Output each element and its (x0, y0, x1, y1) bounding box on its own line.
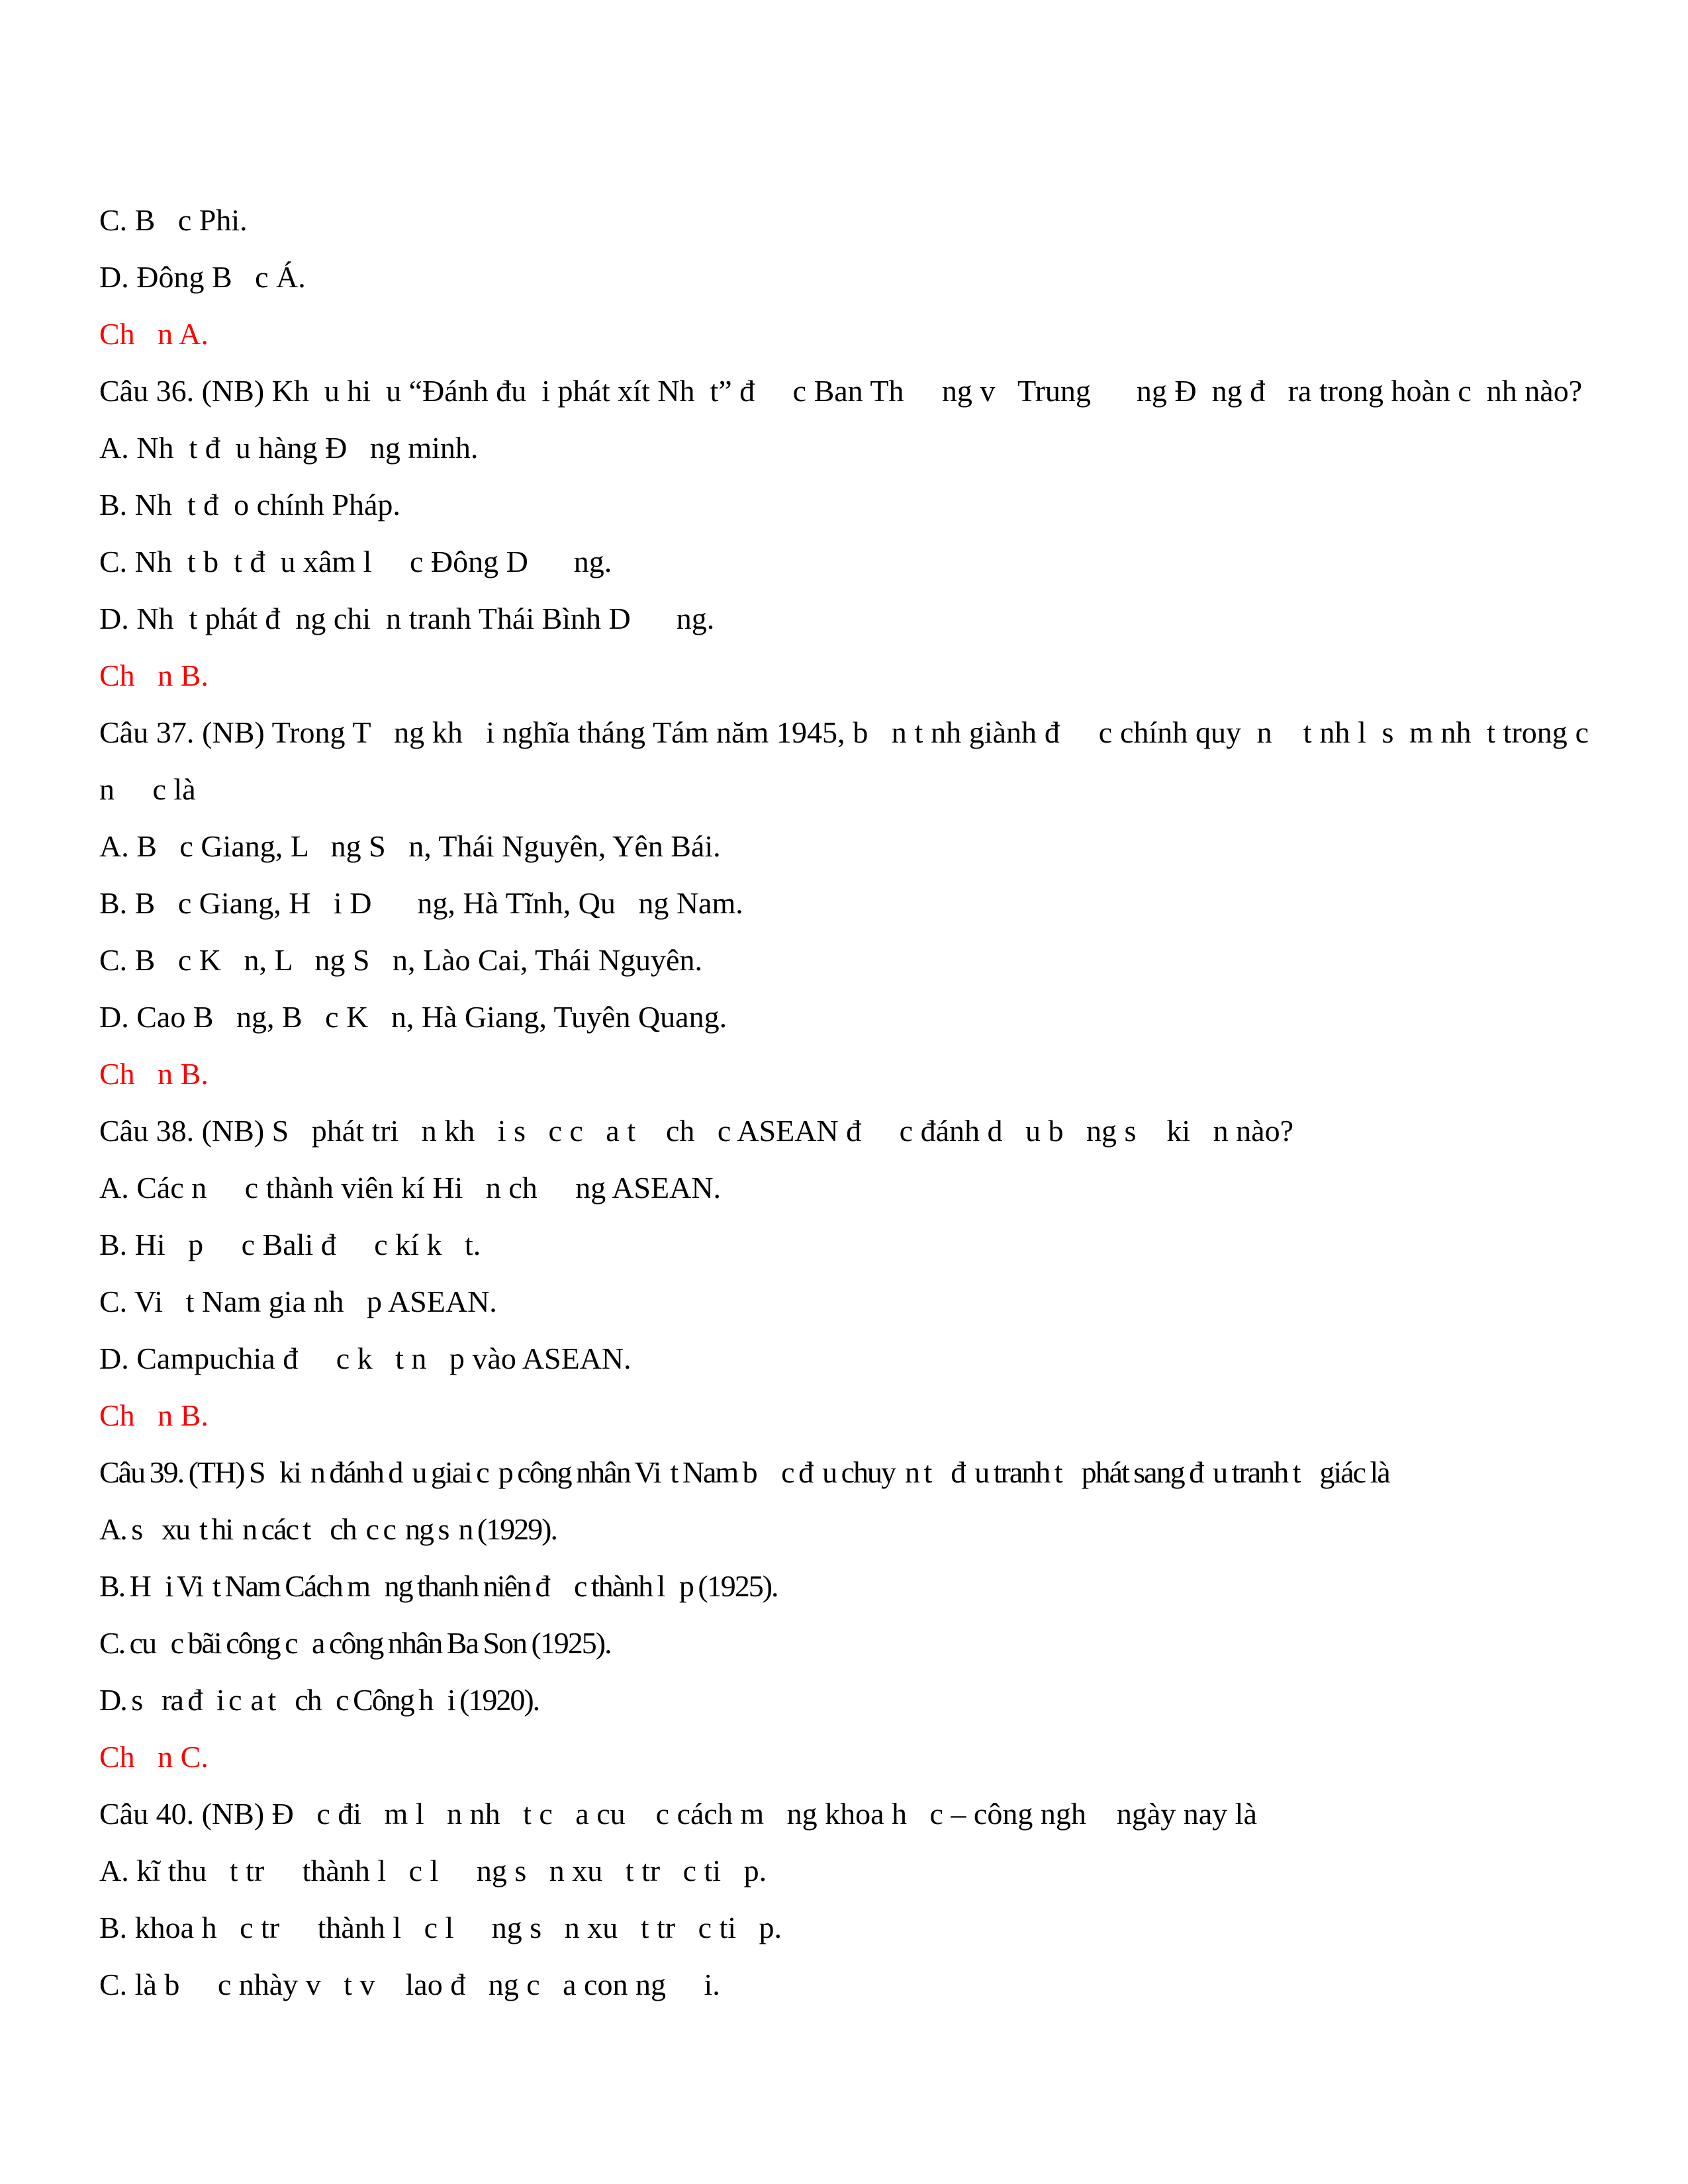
option-a: A. B c Giang, L ng S n, Thái Nguyên, Yên Bái. (99, 829, 721, 863)
question-block-36 (99, 363, 1589, 704)
option-c: C. Nh t b t đ u xâm l c Đông D ng. (99, 545, 612, 578)
question-text: Câu 39. (TH) S ki n đánh d u giai c p công nhân Vi t Nam b c đ u chuy n t đ u tranh t phát sang đ u tranh t giác là (99, 1455, 1389, 1489)
question-block-35 (99, 192, 1589, 363)
option-d: D. Nh t phát đ ng chi n tranh Thái Bình D ng. (99, 602, 715, 635)
option-b: B. B c Giang, H i D ng, Hà Tĩnh, Qu ng Nam. (99, 886, 743, 920)
option-b: B. Nh t đ o chính Pháp. (99, 488, 400, 522)
option-c: C. cu c bãi công c a công nhân Ba Son (1925). (99, 1626, 611, 1660)
option-b: B. Hi p c Bali đ c kí k t. (99, 1228, 481, 1261)
question-block-37 (99, 704, 1612, 1103)
option-a: A. Các n c thành viên kí Hi n ch ng ASEAN. (99, 1171, 722, 1205)
answer-key: Ch n C. (99, 1740, 209, 1774)
option-b: B. khoa h c tr thành l c l ng s n xu t tr c ti p. (99, 1911, 782, 1944)
option-d: D. Đông B c Á. (99, 260, 306, 294)
option-c: C. B c Phi. (99, 203, 248, 237)
question-block-39 (99, 1444, 1589, 1786)
answer-key: Ch n B. (99, 659, 209, 692)
question-block-40 (99, 1786, 1589, 2013)
option-b: B. H i Vi t Nam Cách m ng thanh niên đ c thành l p (1925). (99, 1569, 778, 1603)
option-a: A. kĩ thu t tr thành l c l ng s n xu t tr c ti p. (99, 1854, 767, 1888)
answer-key: Ch n B. (99, 1398, 209, 1432)
option-d: D. Campuchia đ c k t n p vào ASEAN. (99, 1342, 632, 1375)
question-text: Câu 38. (NB) S phát tri n kh i s c c a t ch c ASEAN đ c đánh d u b ng s ki n nào? (99, 1114, 1293, 1148)
document-page (99, 192, 1612, 2013)
question-text: Câu 37. (NB) Trong T ng kh i nghĩa tháng Tám năm 1945, b n t nh giành đ c chính quy n t nh l s m nh t trong c n c là (99, 715, 1612, 806)
option-c: C. Vi t Nam gia nh p ASEAN. (99, 1285, 497, 1318)
answer-key: Ch n A. (99, 317, 209, 351)
question-block-38 (99, 1103, 1589, 1444)
answer-key: Ch n B. (99, 1057, 209, 1091)
option-c: C. là b c nhày v t v lao đ ng c a con ng i. (99, 1968, 720, 2001)
option-d: D. Cao B ng, B c K n, Hà Giang, Tuyên Quang. (99, 1000, 727, 1034)
option-a: A. Nh t đ u hàng Đ ng minh. (99, 431, 479, 465)
question-text: Câu 36. (NB) Kh u hi u “Đánh đu i phát xít Nh t” đ c Ban Th ng v Trung ng Đ ng đ ra trong hoàn c nh nào? (99, 374, 1583, 408)
option-c: C. B c K n, L ng S n, Lào Cai, Thái Nguyên. (99, 943, 702, 977)
question-text: Câu 40. (NB) Đ c đi m l n nh t c a cu c cách m ng khoa h c – công ngh ngày nay là (99, 1797, 1257, 1831)
option-d: D. s ra đ i c a t ch c Công h i (1920). (99, 1683, 539, 1717)
option-a: A. s xu t hi n các t ch c c ng s n (1929). (99, 1512, 557, 1546)
